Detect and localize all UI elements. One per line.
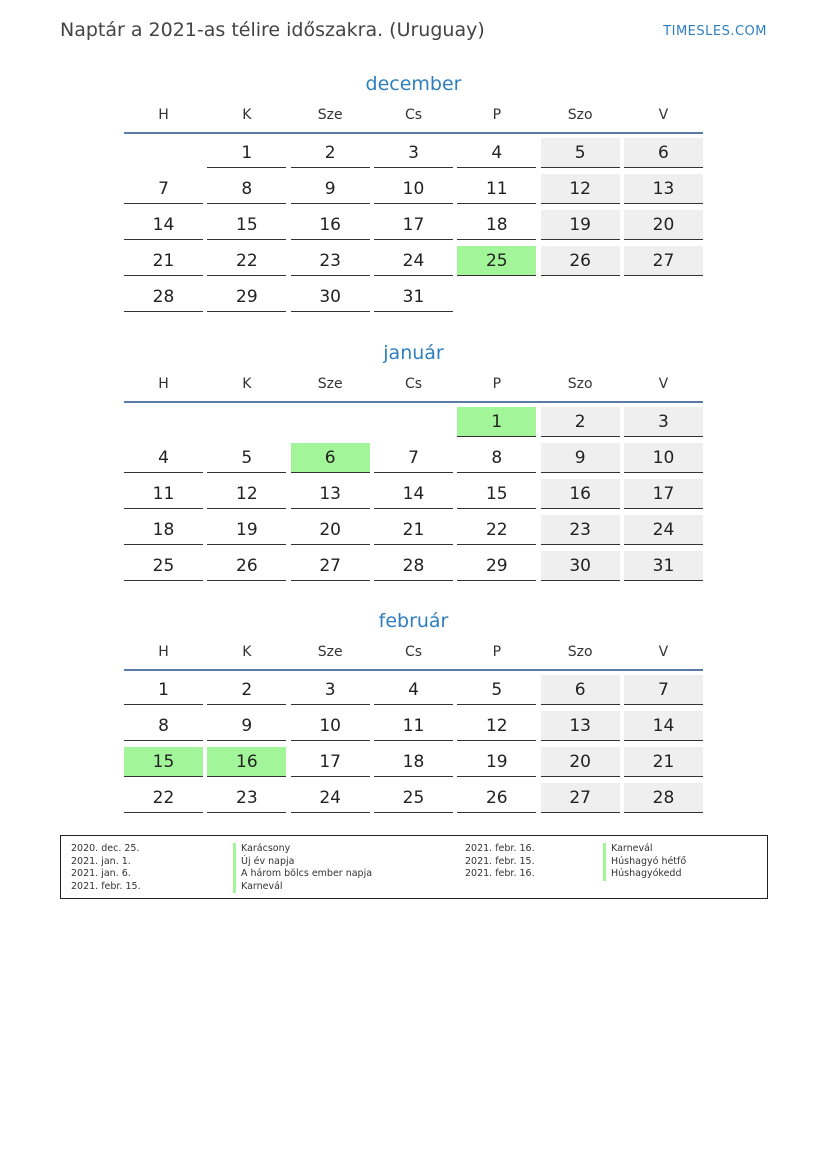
day-cell[interactable]: 17 [624, 479, 703, 509]
day-cell[interactable]: 28 [624, 783, 703, 813]
legend-holiday-name: Karácsony [233, 843, 372, 856]
day-cell[interactable]: 10 [291, 711, 370, 741]
weekday-label: Sze [317, 644, 343, 660]
day-cell[interactable]: 20 [291, 515, 370, 545]
day-cell[interactable]: 4 [457, 138, 536, 168]
day-cell[interactable]: 27 [541, 783, 620, 813]
day-cell[interactable]: 27 [624, 246, 703, 276]
month-0 [124, 70, 703, 318]
legend-holiday-name: Karnevál [233, 881, 372, 894]
holiday-legend [60, 835, 768, 899]
day-cell[interactable]: 29 [207, 282, 286, 312]
day-cell[interactable]: 16 [541, 479, 620, 509]
day-cell[interactable]: 16 [291, 210, 370, 240]
weekday-label: K [242, 107, 252, 123]
day-cell[interactable]: 11 [124, 479, 203, 509]
day-cell[interactable]: 31 [374, 282, 453, 312]
header-rule [124, 669, 703, 671]
day-cell[interactable]: 30 [541, 551, 620, 581]
day-cell[interactable]: 18 [374, 747, 453, 777]
holiday-day-cell[interactable]: 16 [207, 747, 286, 777]
day-cell[interactable]: 2 [207, 675, 286, 705]
day-cell[interactable]: 13 [624, 174, 703, 204]
weekday-label: K [242, 644, 252, 660]
day-cell[interactable]: 4 [124, 443, 203, 473]
day-cell[interactable]: 1 [207, 138, 286, 168]
month-title: február [378, 610, 449, 632]
day-cell[interactable]: 26 [457, 783, 536, 813]
day-cell[interactable]: 19 [457, 747, 536, 777]
page-title: Naptár a 2021-as télire időszakra. (Uruguay) [60, 19, 485, 41]
weekday-header [124, 639, 703, 665]
day-cell[interactable]: 9 [207, 711, 286, 741]
day-cell[interactable]: 28 [374, 551, 453, 581]
day-cell[interactable]: 5 [457, 675, 536, 705]
day-cell[interactable]: 21 [374, 515, 453, 545]
month-1 [124, 339, 703, 587]
day-cell[interactable]: 5 [541, 138, 620, 168]
day-cell[interactable]: 7 [124, 174, 203, 204]
weekday-label: P [492, 376, 502, 392]
day-cell[interactable]: 9 [291, 174, 370, 204]
empty-day-cell [291, 407, 370, 437]
day-cell[interactable]: 12 [207, 479, 286, 509]
day-grid [124, 675, 703, 819]
weekday-label: V [658, 107, 669, 123]
day-cell[interactable]: 14 [624, 711, 703, 741]
legend-holiday-name: Új év napja [233, 856, 372, 869]
day-cell[interactable]: 7 [624, 675, 703, 705]
day-cell[interactable]: 28 [124, 282, 203, 312]
legend-holiday-name: Húshagyókedd [603, 868, 686, 881]
empty-day-cell [124, 138, 203, 168]
weekday-label: V [658, 376, 669, 392]
legend-holiday-date: 2021. febr. 16. [465, 868, 535, 879]
empty-day-cell [124, 407, 203, 437]
day-cell[interactable]: 9 [541, 443, 620, 473]
day-cell[interactable]: 27 [291, 551, 370, 581]
legend-holiday-name: Karnevál [603, 843, 686, 856]
month-2 [124, 607, 703, 819]
day-cell[interactable]: 29 [457, 551, 536, 581]
weekday-label: K [242, 376, 252, 392]
day-cell[interactable]: 12 [541, 174, 620, 204]
day-cell[interactable]: 20 [624, 210, 703, 240]
weekday-label: Szo [567, 376, 593, 392]
day-cell[interactable]: 30 [291, 282, 370, 312]
empty-day-cell [207, 407, 286, 437]
day-cell[interactable]: 31 [624, 551, 703, 581]
month-title: január [383, 342, 444, 364]
day-cell[interactable]: 25 [374, 783, 453, 813]
day-cell[interactable]: 24 [374, 246, 453, 276]
day-cell[interactable]: 5 [207, 443, 286, 473]
day-cell[interactable]: 25 [124, 551, 203, 581]
legend-names-right [603, 843, 686, 881]
holiday-day-cell[interactable]: 6 [291, 443, 370, 473]
day-cell[interactable]: 23 [207, 783, 286, 813]
day-cell[interactable]: 13 [291, 479, 370, 509]
day-cell[interactable]: 2 [291, 138, 370, 168]
day-cell[interactable]: 17 [374, 210, 453, 240]
day-cell[interactable]: 22 [124, 783, 203, 813]
day-cell[interactable]: 22 [457, 515, 536, 545]
day-cell[interactable]: 13 [541, 711, 620, 741]
legend-holiday-date: 2021. febr. 15. [465, 855, 535, 867]
legend-names-left [233, 843, 372, 893]
day-cell[interactable]: 26 [541, 246, 620, 276]
weekday-label: Cs [404, 107, 423, 123]
weekday-label: P [492, 107, 502, 123]
holiday-day-cell[interactable]: 15 [124, 747, 203, 777]
brand-link[interactable]: TIMESLES.COM [663, 24, 767, 39]
day-grid [124, 138, 703, 318]
holiday-day-cell[interactable]: 1 [457, 407, 536, 437]
day-cell[interactable]: 11 [374, 711, 453, 741]
weekday-label: P [492, 644, 502, 660]
day-cell[interactable]: 7 [374, 443, 453, 473]
legend-holiday-date: 2020. dec. 25. [71, 843, 140, 854]
day-cell[interactable]: 19 [207, 515, 286, 545]
empty-day-cell [374, 407, 453, 437]
legend-holiday-date: 2021. febr. 16. [465, 843, 535, 854]
weekday-label: H [158, 376, 169, 392]
header-rule [124, 132, 703, 134]
weekday-label: Szo [567, 644, 593, 660]
day-cell[interactable]: 15 [207, 210, 286, 240]
day-cell[interactable]: 6 [541, 675, 620, 705]
weekday-label: Sze [317, 376, 343, 392]
day-cell[interactable]: 17 [291, 747, 370, 777]
legend-dates-left [71, 843, 141, 893]
day-cell[interactable]: 24 [291, 783, 370, 813]
legend-dates-right [465, 843, 535, 881]
weekday-label: Cs [404, 644, 423, 660]
day-cell[interactable]: 26 [207, 551, 286, 581]
holiday-day-cell[interactable]: 25 [457, 246, 536, 276]
day-cell[interactable]: 10 [624, 443, 703, 473]
weekday-label: H [158, 107, 169, 123]
day-cell[interactable]: 12 [457, 711, 536, 741]
month-title: december [365, 73, 462, 95]
day-cell[interactable]: 11 [457, 174, 536, 204]
day-grid [124, 407, 703, 587]
day-cell[interactable]: 8 [207, 174, 286, 204]
legend-holiday-name: A három bölcs ember napja [233, 868, 372, 881]
day-cell[interactable]: 18 [457, 210, 536, 240]
weekday-header [124, 102, 703, 128]
legend-holiday-name: Húshagyó hétfő [603, 856, 686, 869]
day-cell[interactable]: 21 [124, 246, 203, 276]
weekday-header [124, 371, 703, 397]
day-cell[interactable]: 6 [624, 138, 703, 168]
day-cell[interactable]: 21 [624, 747, 703, 777]
day-cell[interactable]: 24 [624, 515, 703, 545]
day-cell[interactable]: 8 [124, 711, 203, 741]
day-cell[interactable]: 22 [207, 246, 286, 276]
day-cell[interactable]: 18 [124, 515, 203, 545]
day-cell[interactable]: 8 [457, 443, 536, 473]
weekday-label: Szo [567, 107, 593, 123]
legend-holiday-date: 2021. febr. 15. [71, 880, 141, 892]
legend-holiday-date: 2021. jan. 1. [71, 855, 131, 867]
day-cell[interactable]: 23 [541, 515, 620, 545]
day-cell[interactable]: 10 [374, 174, 453, 204]
day-cell[interactable]: 14 [374, 479, 453, 509]
weekday-label: Sze [317, 107, 343, 123]
day-cell[interactable]: 14 [124, 210, 203, 240]
day-cell[interactable]: 2 [541, 407, 620, 437]
weekday-label: Cs [404, 376, 423, 392]
day-cell[interactable]: 20 [541, 747, 620, 777]
header-rule [124, 401, 703, 403]
weekday-label: V [658, 644, 669, 660]
weekday-label: H [158, 644, 169, 660]
day-cell[interactable]: 23 [291, 246, 370, 276]
day-cell[interactable]: 4 [374, 675, 453, 705]
day-cell[interactable]: 15 [457, 479, 536, 509]
day-cell[interactable]: 19 [541, 210, 620, 240]
day-cell[interactable]: 3 [291, 675, 370, 705]
day-cell[interactable]: 3 [624, 407, 703, 437]
legend-holiday-date: 2021. jan. 6. [71, 868, 131, 879]
day-cell[interactable]: 1 [124, 675, 203, 705]
day-cell[interactable]: 3 [374, 138, 453, 168]
